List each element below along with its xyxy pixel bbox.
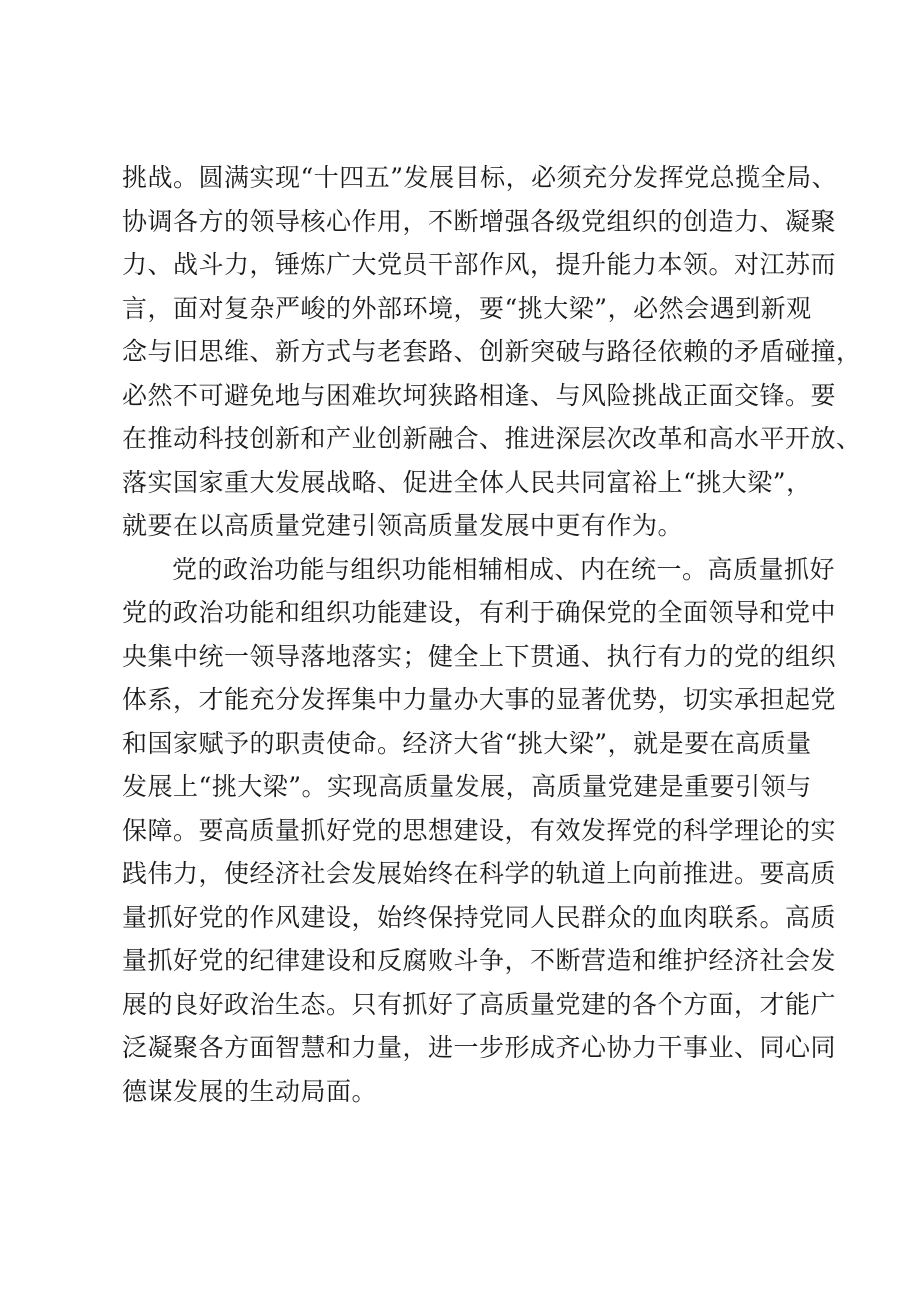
text-line: 言，面对复杂严峻的外部环境，要“挑大梁”，必然会遇到新观: [122, 293, 812, 323]
text-line: 量抓好党的作风建设，始终保持党同人民群众的血肉联系。高质: [122, 902, 837, 932]
paragraph-2: [122, 548, 837, 1114]
text-line: 发展上“挑大梁”。实现高质量发展，高质量党建是重要引领与: [122, 772, 812, 801]
document-body: [122, 156, 862, 1113]
text-line: 就要在以高质量党建引领高质量发展中更有作为。: [122, 511, 684, 540]
text-line: 践伟力，使经济社会发展始终在科学的轨道上向前推进。要高质: [122, 859, 837, 888]
paragraph-1: [122, 156, 862, 548]
text-line: 党的政治功能和组织功能建设，有利于确保党的全面领导和党中: [122, 598, 837, 627]
text-line: 体系，才能充分发挥集中力量办大事的显著优势，切实承担起党: [122, 685, 837, 714]
text-line: 在推动科技创新和产业创新融合、推进深层次改革和高水平开放、: [122, 424, 862, 453]
text-line: 党的政治功能与组织功能相辅相成、内在统一。高质量抓好: [172, 554, 836, 584]
text-line: 泛凝聚各方面智慧和力量，进一步形成齐心协力干事业、同心同: [122, 1033, 837, 1062]
text-line: 协调各方的领导核心作用，不断增强各级党组织的创造力、凝聚: [122, 206, 837, 236]
text-line: 和国家赋予的职责使命。经济大省“挑大梁”，就是要在高质量: [122, 728, 812, 758]
text-line: 力、战斗力，锤炼广大党员干部作风，提升能力本领。对江苏而: [122, 250, 837, 279]
text-line: 央集中统一领导落地落实；健全上下贯通、执行有力的党的组织: [122, 641, 837, 671]
text-line: 落实国家重大发展战略、促进全体人民共同富裕上“挑大梁”，: [122, 467, 812, 497]
text-line: 挑战。圆满实现“十四五”发展目标，必须充分发挥党总揽全局、: [122, 163, 838, 192]
text-line: 念与旧思维、新方式与老套路、创新突破与路径依赖的矛盾碰撞，: [122, 337, 862, 366]
text-line: 保障。要高质量抓好党的思想建设，有效发挥党的科学理论的实: [122, 815, 837, 845]
text-line: 德谋发展的生动局面。: [122, 1076, 378, 1106]
text-line: 必然不可避免地与困难坎坷狭路相逢、与风险挑战正面交锋。要: [122, 380, 837, 410]
text-line: 展的良好政治生态。只有抓好了高质量党建的各个方面，才能广: [122, 989, 837, 1019]
text-line: 量抓好党的纪律建设和反腐败斗争，不断营造和维护经济社会发: [122, 946, 837, 975]
